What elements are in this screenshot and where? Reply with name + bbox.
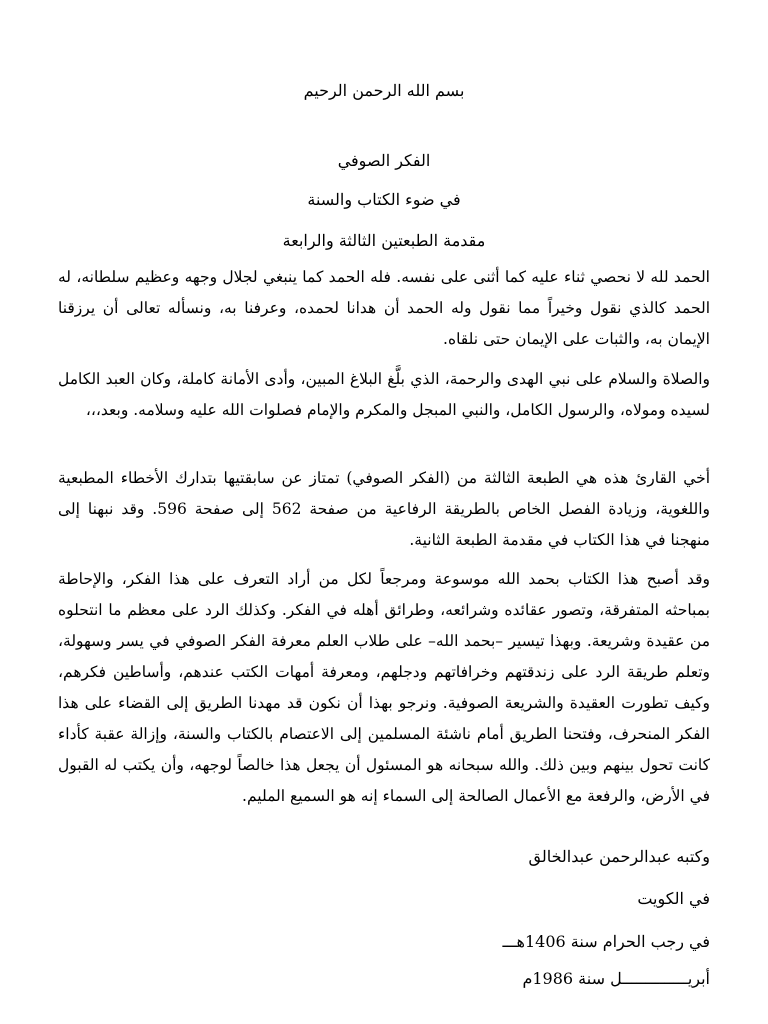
place: في الكويت [637,889,710,908]
paragraph-praise: الحمد لله لا نحصي ثناء عليه كما أثنى على نفسه. فله الحمد كما ينبغي لجلال وجهه وعظيم سلطانه، له الحمد كالذي نقول وخيراً مما نقول وله الحمد أن هدانا لحمده، وعرفنا به، ونسأله تعالى أن يرزقنا الإيمان به، والثبات على الإيمان حتى نلقاه. [58,268,710,348]
paragraph-third-edition: أخي القارئ هذه هي الطبعة الثالثة من (الفكر الصوفي) تمتاز عن سابقتيها بتدارك الأخطاء المطبعية واللغوية، وزيادة الفصل الخاص بالطريقة الرفاعية من صفحة 562 إلى صفحة 596. وقد نبهنا إلى منهجنا في هذا الكتاب في مقدمة الطبعة الثانية. [58,469,711,549]
section-title: مقدمة الطبعتين الثالثة والرابعة [282,231,486,250]
paragraph-book-purpose: وقد أصبح هذا الكتاب بحمد الله موسوعة ومرجعاً لكل من أراد التعرف على هذا الفكر، والإحاطة بمباحثه المتفرقة، وتصور عقائده وشرائعه، وطرائق أهله في الفكر. وكذلك الرد على معظم ما انتحلوه من عقيدة وشريعة. وبهذا تيسير –بحمد الله– على طلاب العلم معرفة الفكر الصوفي في يسر وسهولة، وتعلم طريقة الرد على زندقتهم وخرافاتهم ودجلهم، ومعرفة أمهات الكتب عندهم، وأساطين فكرهم، وكيف تطورت العقيدة والشريعة الصوفية. ونرجو بهذا أن نكون قد مهدنا الطريق إلى القضاء على هذا الفكر المنحرف، وفتحنا الطريق أمام ناشئة المسلمين إلى الاعتصام بالكتاب والسنة، وإزالة عقبة كأداء كانت تحول بينهم وبين ذلك. والله سبحانه هو المسئول أن يجعل هذا خالصاً لوجهه، وأن يكتب له القبول في الأرض، والرفعة مع الأعمال الصالحة إلى السماء إنه هو السميع المليم. [58,570,711,805]
date-gregorian: أبريــــــــــــــل سنة 1986م [522,969,710,988]
document-title: الفكر الصوفي [337,151,431,170]
document-subtitle: في ضوء الكتاب والسنة [307,190,461,209]
basmala: بسم الله الرحمن الرحيم [303,81,465,100]
date-hijri: في رجب الحرام سنة 1406هـــ [502,932,710,951]
paragraph-salutation: والصلاة والسلام على نبي الهدى والرحمة، الذي بلَّغ البلاغ المبين، وأدى الأمانة كاملة، وكان العبد الكامل لسيده ومولاه، والرسول الكامل، والنبي المبجل والمكرم والإمام فصلوات الله عليه وسلامه. وبعد،،، [58,370,710,419]
signature: وكتبه عبدالرحمن عبدالخالق [528,847,710,866]
